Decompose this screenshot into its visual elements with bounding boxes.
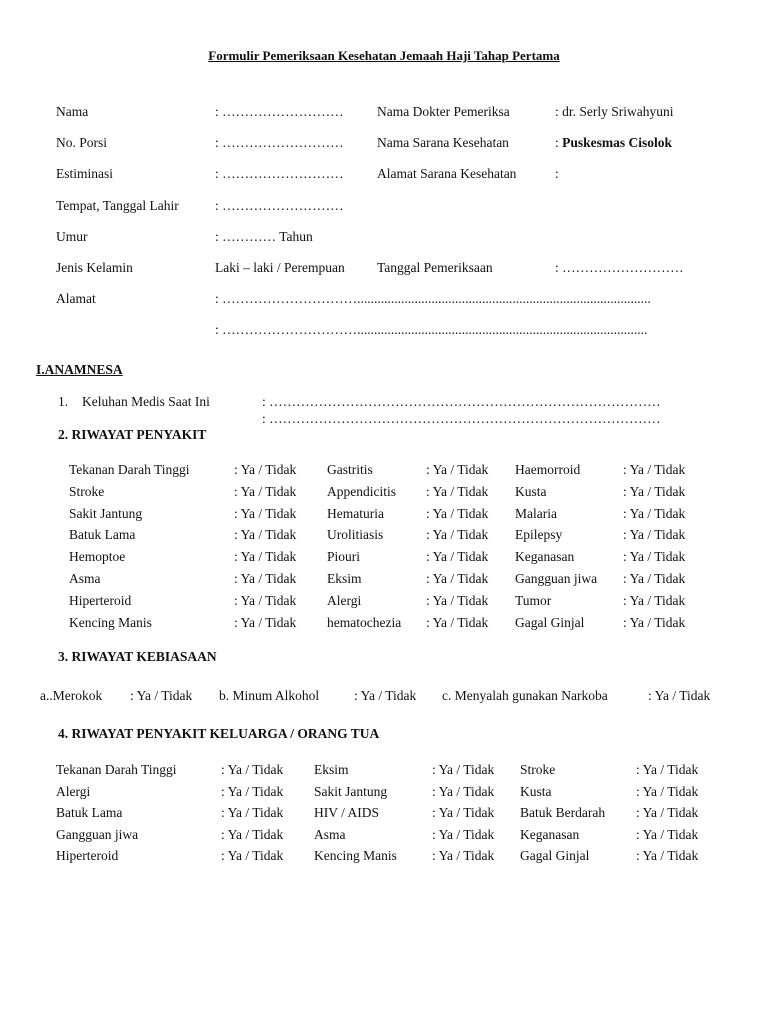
family-disease-label: Stroke bbox=[520, 762, 556, 777]
family-disease-answer[interactable]: : Ya / Tidak bbox=[432, 805, 495, 820]
disease-answer[interactable]: : Ya / Tidak bbox=[426, 593, 489, 608]
riwayat-penyakit-heading: 2. RIWAYAT PENYAKIT bbox=[58, 427, 207, 442]
disease-label: Hiperteroid bbox=[69, 593, 132, 608]
disease-label: Gagal Ginjal bbox=[515, 615, 585, 630]
family-disease-answer[interactable]: : Ya / Tidak bbox=[221, 762, 284, 777]
disease-answer[interactable]: : Ya / Tidak bbox=[623, 571, 686, 586]
disease-label: Asma bbox=[69, 571, 101, 586]
kebiasaan-merokok-answer[interactable]: : Ya / Tidak bbox=[130, 688, 193, 703]
disease-answer[interactable]: : Ya / Tidak bbox=[426, 506, 489, 521]
family-disease-answer[interactable]: : Ya / Tidak bbox=[432, 762, 495, 777]
identity-field[interactable]: : ……………………… bbox=[215, 198, 344, 213]
family-disease-label: Kusta bbox=[520, 784, 552, 799]
disease-answer[interactable]: : Ya / Tidak bbox=[234, 615, 297, 630]
riwayat-keluarga-heading: 4. RIWAYAT PENYAKIT KELUARGA / ORANG TUA bbox=[58, 726, 380, 741]
disease-answer[interactable]: : Ya / Tidak bbox=[234, 506, 297, 521]
family-disease-answer[interactable]: : Ya / Tidak bbox=[636, 827, 699, 842]
disease-label: Eksim bbox=[327, 571, 362, 586]
disease-label: Stroke bbox=[69, 484, 105, 499]
family-disease-label: Sakit Jantung bbox=[314, 784, 388, 799]
examiner-label: Nama Sarana Kesehatan bbox=[377, 135, 509, 150]
disease-answer[interactable]: : Ya / Tidak bbox=[426, 527, 489, 542]
identity-field[interactable]: : ……………………… bbox=[215, 166, 344, 181]
examiner-field[interactable]: : bbox=[555, 166, 559, 181]
disease-answer[interactable]: : Ya / Tidak bbox=[623, 615, 686, 630]
family-disease-answer[interactable]: : Ya / Tidak bbox=[636, 784, 699, 799]
alamat-line-2: : …………………………...................................................................................... bbox=[215, 322, 648, 337]
disease-label: Kusta bbox=[515, 484, 547, 499]
form-title: Formulir Pemeriksaan Kesehatan Jemaah Haji Tahap Pertama bbox=[208, 48, 560, 63]
identity-label: Alamat bbox=[56, 291, 96, 306]
kebiasaan-narkoba-answer[interactable]: : Ya / Tidak bbox=[648, 688, 711, 703]
family-disease-answer[interactable]: : Ya / Tidak bbox=[221, 805, 284, 820]
disease-label: hematochezia bbox=[327, 615, 402, 630]
examiner-label: Nama Dokter Pemeriksa bbox=[377, 104, 510, 119]
identity-field[interactable]: : …………………………....................................................................................... bbox=[215, 291, 651, 306]
disease-label: Piouri bbox=[327, 549, 361, 564]
family-disease-label: Alergi bbox=[56, 784, 91, 799]
identity-label: Tempat, Tanggal Lahir bbox=[56, 198, 179, 213]
disease-answer[interactable]: : Ya / Tidak bbox=[426, 549, 489, 564]
family-disease-label: HIV / AIDS bbox=[314, 805, 380, 820]
examiner-field[interactable]: : Puskesmas Cisolok bbox=[555, 135, 673, 150]
family-disease-answer[interactable]: : Ya / Tidak bbox=[432, 827, 495, 842]
family-disease-answer[interactable]: : Ya / Tidak bbox=[221, 827, 284, 842]
disease-label: Hemoptoe bbox=[69, 549, 126, 564]
examiner-label: Tanggal Pemeriksaan bbox=[377, 260, 493, 275]
disease-answer[interactable]: : Ya / Tidak bbox=[623, 527, 686, 542]
examiner-field[interactable]: : ……………………… bbox=[555, 260, 684, 275]
family-disease-answer[interactable]: : Ya / Tidak bbox=[432, 784, 495, 799]
disease-answer[interactable]: : Ya / Tidak bbox=[623, 484, 686, 499]
identity-field[interactable]: : ……………………… bbox=[215, 104, 344, 119]
family-disease-label: Kencing Manis bbox=[314, 848, 397, 863]
identity-field[interactable]: : ………… Tahun bbox=[215, 229, 313, 244]
disease-answer[interactable]: : Ya / Tidak bbox=[623, 593, 686, 608]
disease-label: Tumor bbox=[515, 593, 552, 608]
family-disease-answer[interactable]: : Ya / Tidak bbox=[221, 784, 284, 799]
family-disease-label: Tekanan Darah Tinggi bbox=[56, 762, 177, 777]
family-disease-label: Keganasan bbox=[520, 827, 580, 842]
family-disease-answer[interactable]: : Ya / Tidak bbox=[636, 762, 699, 777]
identity-label: Estiminasi bbox=[56, 166, 113, 181]
disease-label: Hematuria bbox=[327, 506, 384, 521]
identity-label: Umur bbox=[56, 229, 88, 244]
identity-label: No. Porsi bbox=[56, 135, 108, 150]
family-disease-label: Gagal Ginjal bbox=[520, 848, 590, 863]
family-disease-label: Gangguan jiwa bbox=[56, 827, 139, 842]
disease-label: Gastritis bbox=[327, 462, 373, 477]
disease-label: Appendicitis bbox=[327, 484, 396, 499]
disease-label: Tekanan Darah Tinggi bbox=[69, 462, 190, 477]
disease-answer[interactable]: : Ya / Tidak bbox=[623, 549, 686, 564]
disease-answer[interactable]: : Ya / Tidak bbox=[426, 571, 489, 586]
riwayat-kebiasaan-heading: 3. RIWAYAT KEBIASAAN bbox=[58, 649, 217, 664]
disease-answer[interactable]: : Ya / Tidak bbox=[234, 549, 297, 564]
disease-answer[interactable]: : Ya / Tidak bbox=[623, 462, 686, 477]
family-disease-label: Asma bbox=[314, 827, 346, 842]
disease-answer[interactable]: : Ya / Tidak bbox=[234, 484, 297, 499]
identity-field[interactable]: : ……………………… bbox=[215, 135, 344, 150]
family-disease-answer[interactable]: : Ya / Tidak bbox=[636, 848, 699, 863]
disease-label: Keganasan bbox=[515, 549, 575, 564]
disease-answer[interactable]: : Ya / Tidak bbox=[234, 462, 297, 477]
examiner-label: Alamat Sarana Kesehatan bbox=[377, 166, 517, 181]
kebiasaan-merokok-label: a..Merokok bbox=[40, 688, 103, 703]
disease-label: Urolitiasis bbox=[327, 527, 384, 542]
disease-answer[interactable]: : Ya / Tidak bbox=[234, 527, 297, 542]
family-disease-label: Batuk Lama bbox=[56, 805, 123, 820]
disease-label: Gangguan jiwa bbox=[515, 571, 598, 586]
disease-label: Epilepsy bbox=[515, 527, 563, 542]
section-anamnesa-heading: I.ANAMNESA bbox=[36, 362, 123, 377]
keluhan-line-1: : …………………………………………………………………………… bbox=[262, 394, 661, 409]
disease-label: Alergi bbox=[327, 593, 362, 608]
disease-label: Kencing Manis bbox=[69, 615, 152, 630]
family-disease-label: Hiperteroid bbox=[56, 848, 119, 863]
disease-label: Malaria bbox=[515, 506, 557, 521]
disease-label: Sakit Jantung bbox=[69, 506, 143, 521]
disease-answer[interactable]: : Ya / Tidak bbox=[426, 462, 489, 477]
identity-label: Jenis Kelamin bbox=[56, 260, 133, 275]
disease-answer[interactable]: : Ya / Tidak bbox=[426, 615, 489, 630]
keluhan-label: Keluhan Medis Saat Ini bbox=[82, 394, 210, 409]
examiner-field[interactable]: : dr. Serly Sriwahyuni bbox=[555, 104, 674, 119]
kebiasaan-alkohol-label: b. Minum Alkohol bbox=[219, 688, 320, 703]
kebiasaan-alkohol-answer[interactable]: : Ya / Tidak bbox=[354, 688, 417, 703]
identity-field[interactable]: Laki – laki / Perempuan bbox=[215, 260, 345, 275]
family-disease-answer[interactable]: : Ya / Tidak bbox=[221, 848, 284, 863]
family-disease-answer[interactable]: : Ya / Tidak bbox=[636, 805, 699, 820]
disease-answer[interactable]: : Ya / Tidak bbox=[426, 484, 489, 499]
disease-label: Batuk Lama bbox=[69, 527, 136, 542]
keluhan-number: 1. bbox=[58, 394, 69, 409]
family-disease-label: Batuk Berdarah bbox=[520, 805, 606, 820]
disease-answer[interactable]: : Ya / Tidak bbox=[623, 506, 686, 521]
identity-label: Nama bbox=[56, 104, 89, 119]
disease-answer[interactable]: : Ya / Tidak bbox=[234, 593, 297, 608]
family-disease-label: Eksim bbox=[314, 762, 349, 777]
keluhan-line-2: : …………………………………………………………………………… bbox=[262, 411, 661, 426]
family-disease-answer[interactable]: : Ya / Tidak bbox=[432, 848, 495, 863]
disease-answer[interactable]: : Ya / Tidak bbox=[234, 571, 297, 586]
disease-label: Haemorroid bbox=[515, 462, 581, 477]
kebiasaan-narkoba-label: c. Menyalah gunakan Narkoba bbox=[442, 688, 608, 703]
